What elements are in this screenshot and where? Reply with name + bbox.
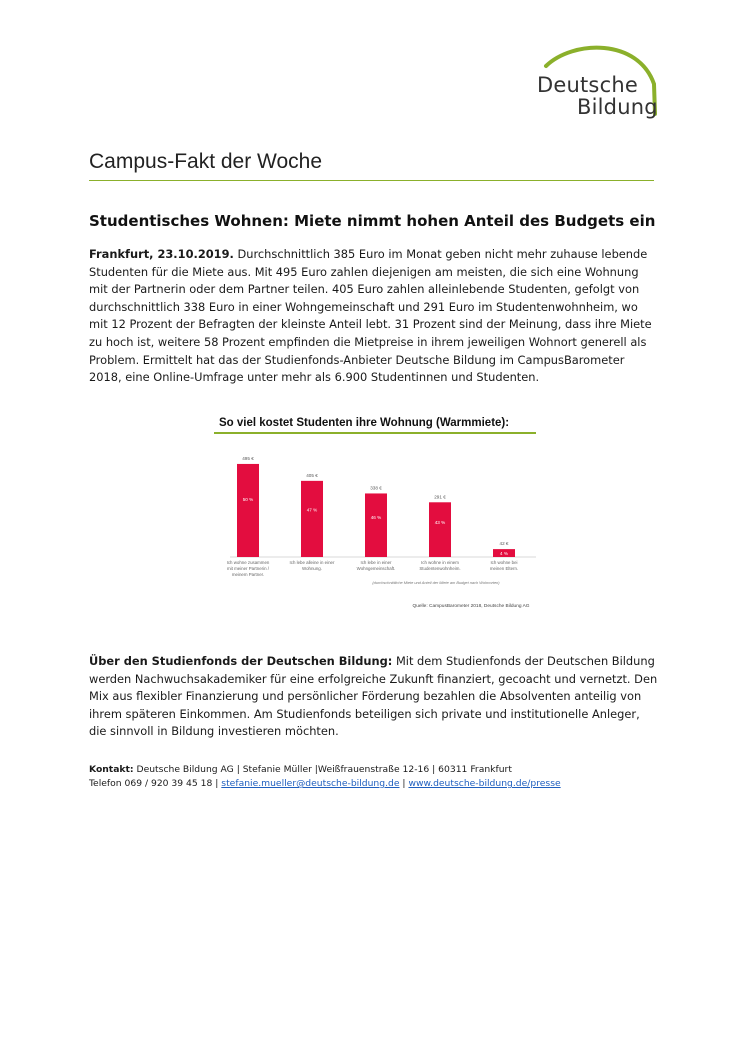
category-label-0-1: mit meiner Partnerin /: [227, 566, 269, 571]
value-label-1: 405 €: [306, 472, 318, 478]
share-label-0: 50 %: [242, 497, 254, 503]
bar-2: [365, 493, 387, 557]
value-label-4: 42 €: [499, 541, 509, 547]
category-label-2-1: Wohngemeinschaft.: [356, 566, 396, 571]
category-label-0-0: Ich wohne zusammen: [226, 560, 270, 565]
category-label-1-1: Wohnung.: [302, 566, 322, 571]
category-label-0-2: meinem Partner.: [231, 572, 265, 577]
category-label-4-0: Ich wohne bei: [490, 560, 518, 565]
about-label: Über den Studienfonds der Deutschen Bildung:: [89, 654, 393, 668]
logo-line2: Bildung: [577, 95, 658, 119]
contact-line-1: [89, 763, 689, 776]
heading-divider: [89, 180, 654, 181]
share-label-3: 43 %: [434, 520, 446, 526]
category-label-1-0: Ich lebe alleine in einer: [289, 560, 335, 565]
page-heading: Campus-Fakt der Woche: [89, 150, 323, 173]
share-label-4: 4 %: [500, 551, 508, 557]
website-link[interactable]: www.deutsche-bildung.de/presse: [408, 778, 561, 789]
value-label-3: 291 €: [434, 494, 446, 500]
contact-phone: Telefon 069 / 920 39 45 18 |: [89, 778, 219, 789]
share-label-1: 47 %: [306, 507, 318, 513]
about-paragraph: [89, 653, 659, 741]
article-title: Studentisches Wohnen: Miete nimmt hohen Anteil des Budgets ein: [89, 212, 656, 230]
bar-1: [301, 481, 323, 557]
article-body: [89, 246, 659, 387]
value-label-2: 338 €: [370, 485, 382, 491]
chart-source: Quelle: CampusBarometer 2018, Deutsche Bildung AG: [412, 604, 530, 609]
category-label-3-1: Studentenwohnheim.: [419, 566, 461, 571]
bar-0: [237, 464, 259, 557]
chart-title: So viel kostet Studenten ihre Wohnung (Warmmiete):: [219, 417, 510, 429]
category-label-3-0: Ich wohne in einem: [421, 560, 459, 565]
article-text: Durchschnittlich 385 Euro im Monat geben nicht mehr zuhause lebende Studenten für die Miete aus. Mit 495 Euro zahlen diejenigen am meisten, die sich eine Wohnung mit der Partnerin oder dem Partner teilen. 405 Euro zahlen alleinlebende Studenten, gefolgt von durchschnittlich 338 Euro in einer Wohngemeinschaft und 291 Euro im Studentenwohnheim, wo mit 12 Prozent der Befragten der kleinste Anteil lebt. 31 Prozent sind der Meinung, dass ihre Miete zu hoch ist, weitere 58 Prozent empfinden die Mietpreise in ihrem jeweiligen Wohnort generell als Problem. Ermittelt hat das der Studienfonds-Anbieter Deutsche Bildung im CampusBarometer 2018, eine Online-Umfrage unter mehr als 6.900 Studentinnen und Studenten.: [89, 247, 652, 385]
about-text: Mit dem Studienfonds der Deutschen Bildung werden Nachwuchsakademiker für eine erfolgreiche Zukunft finanziert, gecoacht und vernetzt. Den Mix aus flexibler Finanzierung und persönlicher Förderung bezahlen die Absolventen anteilig von ihrem späteren Einkommen. Am Studienfonds beteiligen sich private und institutionelle Anleger, die sinnvoll in Bildung investieren möchten.: [89, 654, 658, 739]
logo-line1: Deutsche: [537, 73, 638, 97]
contact-line-2: [89, 777, 689, 790]
rent-bar-chart: [214, 440, 544, 620]
value-label-0: 495 €: [242, 455, 254, 461]
share-label-2: 46 %: [370, 514, 382, 520]
chart-title-underline: [214, 432, 536, 434]
contact-separator: |: [402, 778, 406, 789]
bar-3: [429, 502, 451, 557]
email-link[interactable]: stefanie.mueller@deutsche-bildung.de: [221, 778, 400, 789]
dateline: Frankfurt, 23.10.2019.: [89, 247, 234, 261]
category-label-2-0: Ich lebe in einer: [360, 560, 392, 565]
contact-address: Deutsche Bildung AG | Stefanie Müller |Weißfrauenstraße 12-16 | 60311 Frankfurt: [136, 764, 512, 775]
category-label-4-1: meinen Eltern.: [489, 566, 519, 571]
chart-footnote: (durchschnittliche Miete und Anteil der Miete am Budget nach Wohnorten): [372, 580, 500, 585]
contact-label: Kontakt:: [89, 764, 134, 775]
company-logo: [528, 44, 668, 124]
